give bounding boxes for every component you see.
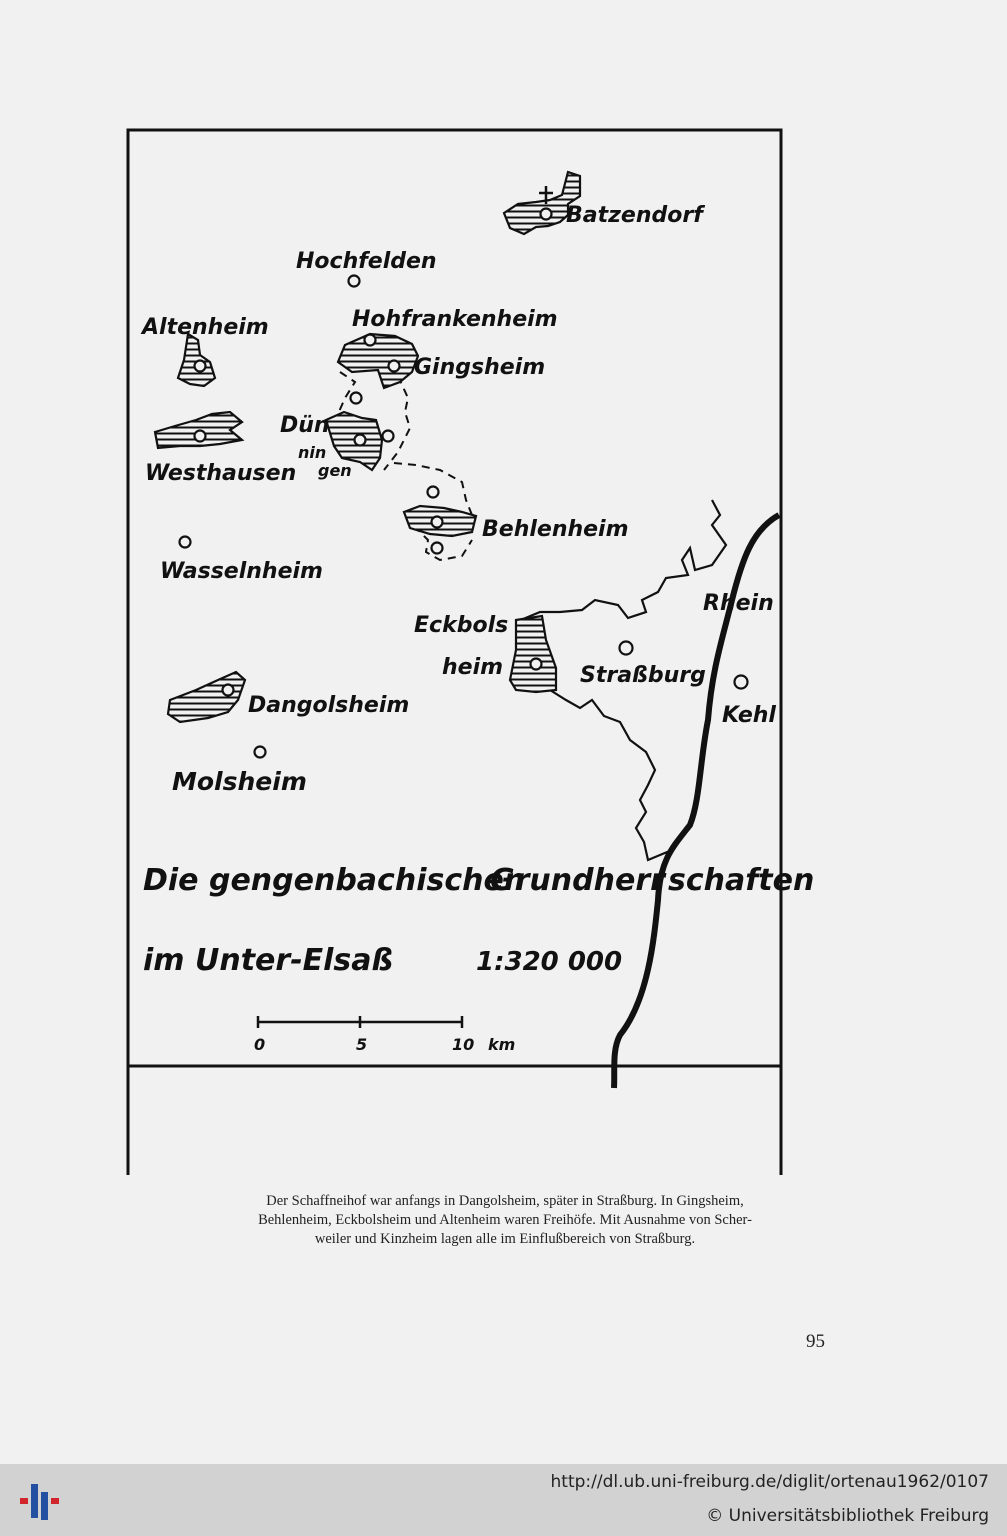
label-batzendorf: Batzendorf [566,203,703,228]
label-eckbolsheim-1: Eckbols [414,613,509,638]
duenningen-dot [351,393,362,404]
dangolsheim-dot [223,685,234,696]
figure-caption [150,1192,860,1249]
label-hohfrankenheim: Hohfrankenheim [352,307,558,332]
map-scale-ratio: 1:320 000 [476,947,623,977]
copyright-notice: © Universitätsbibliothek Freiburg [706,1506,989,1526]
caption-line-2: Behlenheim, Eckbolsheim und Altenheim waren Freihöfe. Mit Ausnahme von Scher- [258,1212,752,1228]
label-hochfelden: Hochfelden [296,249,437,274]
scale-tick-0: 0 [254,1035,266,1054]
library-logo-icon [14,1476,64,1526]
scale-bar [258,1016,462,1028]
gingsheim-dot [389,361,400,372]
behlenheim-dot-3 [432,543,443,554]
page-number: 95 [806,1331,825,1352]
label-dangolsheim: Dangolsheim [248,693,410,718]
label-rhein: Rhein [703,591,774,616]
map-title-part-1: Die gengenbachischen [143,863,526,898]
eckbolsheim-dot [531,659,542,670]
hochfelden-dot [349,276,360,287]
gingsheim-holding [338,334,418,388]
label-kehl: Kehl [722,703,776,728]
label-molsheim: Molsheim [172,767,307,796]
label-altenheim: Altenheim [142,315,269,340]
label-wasselnheim: Wasselnheim [160,559,323,584]
label-eckbolsheim-2: heim [442,655,504,680]
hohfrankenheim-dot [365,335,376,346]
map-frame [128,130,781,1175]
label-duenningen-3: gen [318,461,352,480]
label-duenningen-1: Dün [280,413,330,438]
map-title-part-2: Grundherr [490,863,665,898]
caption-line-3: weiler und Kinzheim lagen alle im Einflußbereich von Straßburg. [314,1231,696,1247]
altenheim-dot [195,361,206,372]
behlenheim-dot [432,517,443,528]
molsheim-dot [255,747,266,758]
kehl-dot [735,676,748,689]
dangolsheim-holding [168,672,245,722]
map-title-part-3: schaften [668,863,815,898]
scale-tick-5: 5 [356,1035,368,1054]
scale-tick-10: 10 [452,1035,475,1054]
duenningen-dot-2 [355,435,366,446]
label-westhausen: Westhausen [145,461,297,486]
duenningen-dot-3 [383,431,394,442]
label-behlenheim: Behlenheim [482,517,629,542]
westhausen-dot [195,431,206,442]
label-strassburg: Straßburg [580,663,706,688]
scale-unit: km [488,1035,516,1054]
caption-line-1: Der Schaffneihof war anfangs in Dangolsheim, später in Straßburg. In Gingsheim, [266,1193,744,1209]
eckbolsheim-holding [510,616,556,692]
wasselnheim-dot [180,537,191,548]
altenheim-holding [178,334,215,386]
behlenheim-dot-2 [428,487,439,498]
strassburg-dot [620,642,633,655]
map-title-line-2: im Unter-Elsaß [143,943,394,978]
batzendorf-dot [541,209,552,220]
label-gingsheim: Gingsheim [414,355,546,380]
label-duenningen-2: nin [298,443,327,462]
source-url-link[interactable]: http://dl.ub.uni-freiburg.de/diglit/ortenau1962/0107 [550,1472,989,1492]
